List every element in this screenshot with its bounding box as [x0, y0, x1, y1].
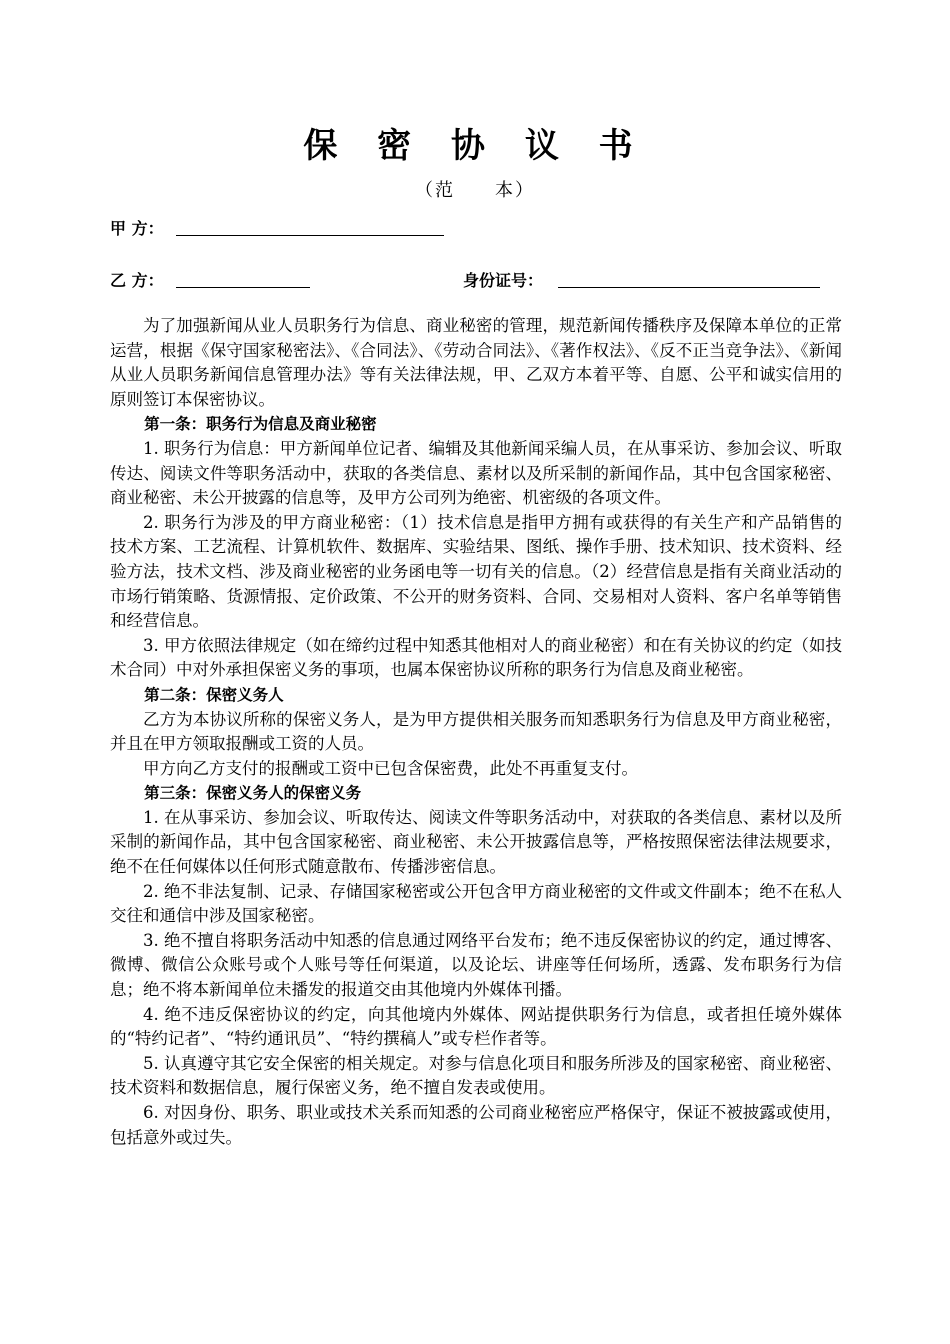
- section-1-item-1: 1. 职务行为信息：甲方新闻单位记者、编辑及其他新闻采编人员，在从事采访、参加会议、听取传达、阅读文件等职务活动中，获取的各类信息、素材以及所采制的新闻作品，其中包含国家秘密、商业秘密、未公开披露的信息等，及甲方公司列为绝密、机密级的各项文件。: [110, 438, 842, 508]
- section-3-item-6: 6. 对因身份、职务、职业或技术关系而知悉的公司商业秘密应严格保守，保证不被披露或使用，包括意外或过失。: [110, 1103, 842, 1147]
- party-a-blank-line[interactable]: [176, 235, 444, 236]
- intro-paragraph: 为了加强新闻从业人员职务行为信息、商业秘密的管理，规范新闻传播秩序及保障本单位的正常运营，根据《保守国家秘密法》、《合同法》、《劳动合同法》、《著作权法》、《反不正当竞争法》、《新闻从业人员职务新闻信息管理办法》等有关法律法规，甲、乙双方本着平等、自愿、公平和诚实信用的原则签订本保密协议。: [110, 316, 842, 409]
- section-2-heading: 第二条：保密义务人: [144, 685, 284, 704]
- party-b-label: 乙 方：: [110, 271, 164, 290]
- party-a-label: 甲 方：: [110, 219, 164, 238]
- section-2-paragraph-2: 甲方向乙方支付的报酬或工资中已包含保密费，此处不再重复支付。: [143, 758, 638, 778]
- agreement-body: [110, 314, 842, 1150]
- section-3-item-2: 2. 绝不非法复制、记录、存储国家秘密或公开包含甲方商业秘密的文件或文件副本；绝不在私人交往和通信中涉及国家秘密。: [110, 881, 842, 926]
- section-2-paragraph-1: 乙方为本协议所称的保密义务人，是为甲方提供相关服务而知悉职务行为信息及甲方商业秘密，并且在甲方领取报酬或工资的人员。: [110, 709, 842, 754]
- section-1-item-3: 3. 甲方依照法律规定（如在缔约过程中知悉其他相对人的商业秘密）和在有关协议的约定（如技术合同）中对外承担保密义务的事项，也属本保密协议所称的职务行为信息及商业秘密。: [110, 635, 842, 680]
- id-number-label: 身份证号：: [463, 271, 544, 290]
- id-number-blank-line[interactable]: [558, 287, 820, 288]
- party-b-blank-line[interactable]: [176, 287, 310, 288]
- section-3-item-5: 5. 认真遵守其它安全保密的相关规定。对参与信息化项目和服务所涉及的国家秘密、商业秘密、技术资料和数据信息，履行保密义务，绝不擅自发表或使用。: [110, 1053, 842, 1098]
- document-title: 保 密 协 议 书: [303, 126, 647, 166]
- section-1-item-2: 2. 职务行为涉及的甲方商业秘密：（1）技术信息是指甲方拥有或获得的有关生产和产品销售的技术方案、工艺流程、计算机软件、数据库、实验结果、图纸、操作手册、技术知识、技术资料、经验方法，技术文档、涉及商业秘密的业务函电等一切有关的信息。（2）经营信息是指有关商业活动的市场行销策略、货源情报、定价政策、不公开的财务资料、合同、交易相对人资料、客户名单等销售和经营信息。: [110, 512, 842, 631]
- section-3-item-4: 4. 绝不违反保密协议的约定，向其他境内外媒体、网站提供职务行为信息，或者担任境外媒体的“特约记者”、“特约通讯员”、“特约撰稿人”或专栏作者等。: [110, 1004, 842, 1049]
- document-subtitle: （范 本）: [415, 180, 535, 201]
- section-3-heading: 第三条：保密义务人的保密义务: [144, 784, 362, 803]
- section-3-item-3: 3. 绝不擅自将职务活动中知悉的信息通过网络平台发布；绝不违反保密协议的约定，通过博客、微博、微信公众账号或个人账号等任何渠道，以及论坛、讲座等任何场所，透露、发布职务行为信息；绝不将本新闻单位未播发的报道交由其他境内外媒体刊播。: [110, 930, 842, 1000]
- section-3-item-1: 1. 在从事采访、参加会议、听取传达、阅读文件等职务活动中，对获取的各类信息、素材以及所采制的新闻作品，其中包含国家秘密、商业秘密、未公开披露信息等，严格按照保密法律法规要求，绝不在任何媒体以任何形式随意散布、传播涉密信息。: [110, 807, 842, 877]
- section-1-heading: 第一条：职务行为信息及商业秘密: [144, 415, 377, 434]
